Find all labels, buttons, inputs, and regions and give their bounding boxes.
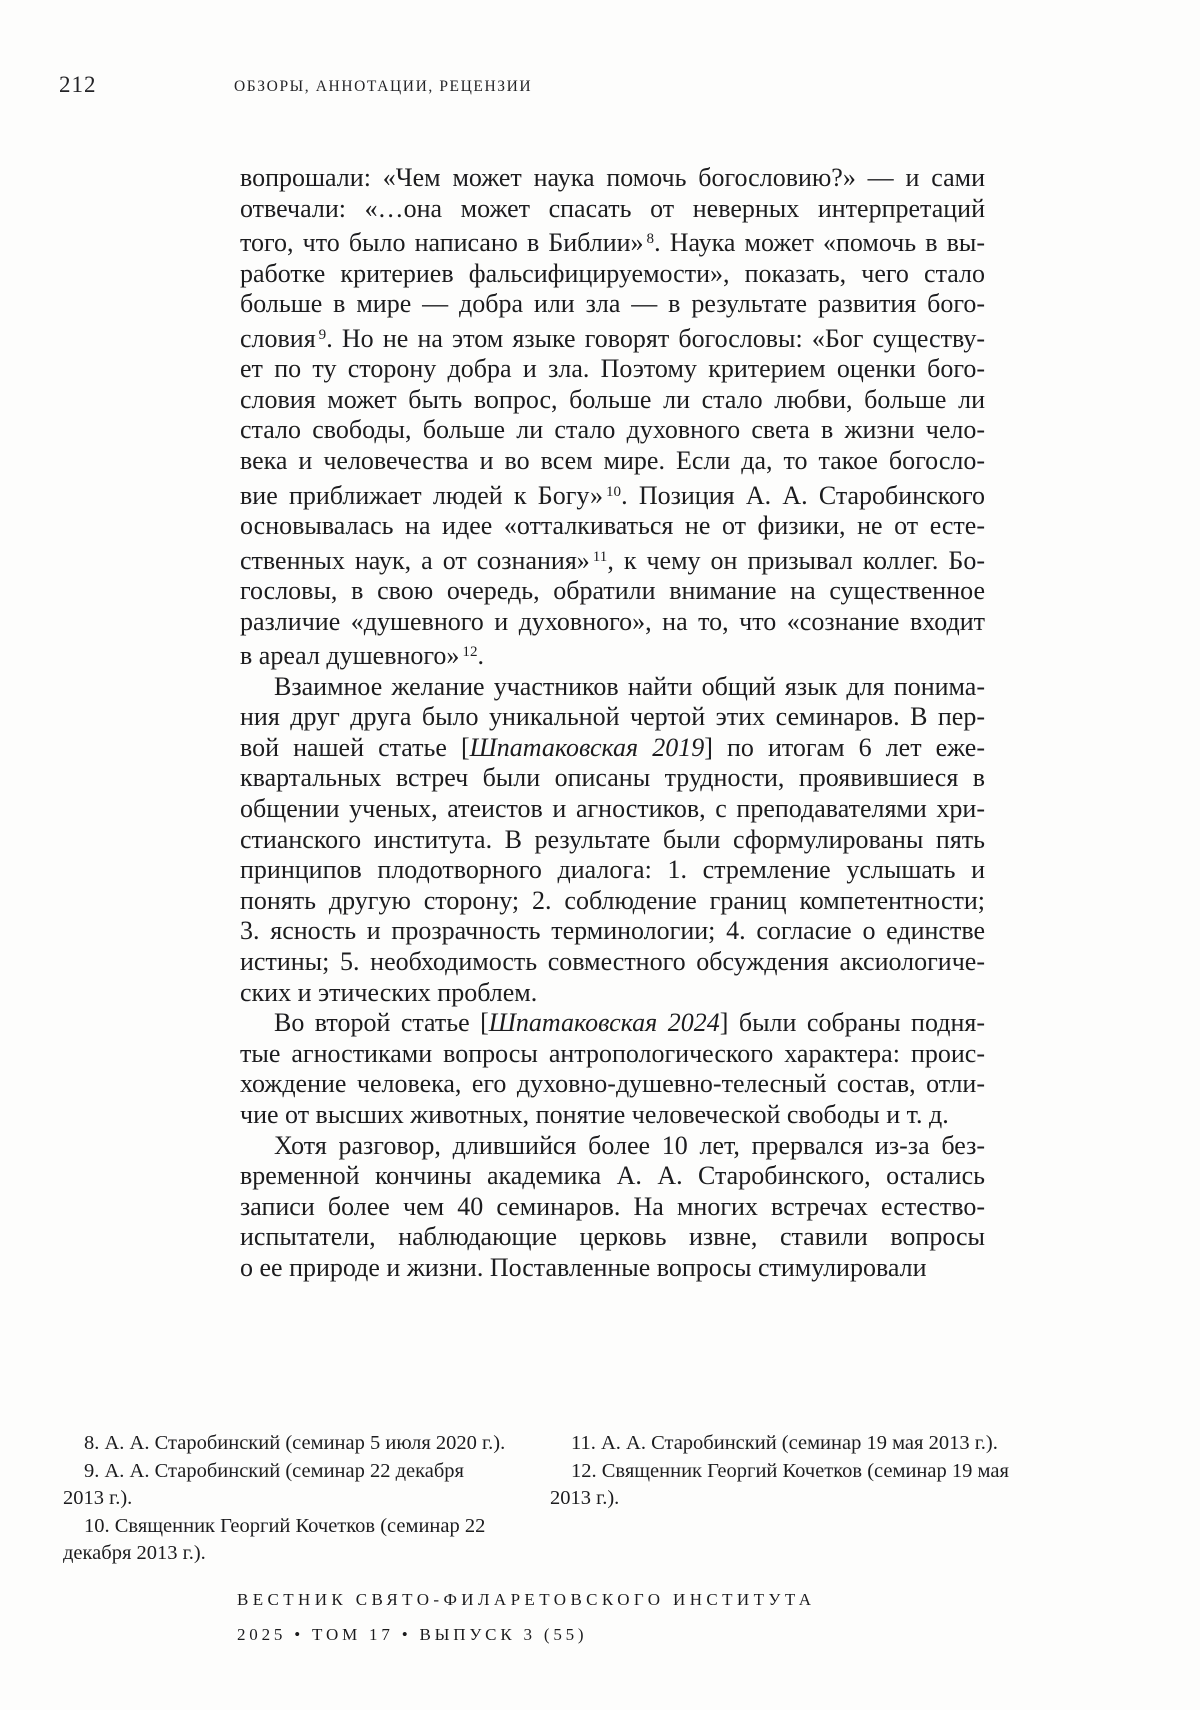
body-line: вой нашей статье [Шпатаковская 2019] по итогам 6 лет еже-	[240, 732, 985, 762]
footnotes-left	[63, 1430, 515, 1568]
body-line: словия $^9$. Но не на этом языке говорят богословы: «Бог существу-	[240, 323, 985, 353]
body-line: Хотя разговор, длившийся более 10 лет, прервался из-за без-	[274, 1130, 985, 1160]
footnote-reference: 8	[646, 231, 655, 248]
footnote-line: 2013 г.).	[550, 1487, 620, 1510]
body-line: истины; 5. необходимость совместного обсуждения аксиологиче-	[240, 946, 985, 976]
footnotes-right	[550, 1430, 1022, 1513]
body-line: Взаимное желание участников найти общий язык для понима-	[274, 671, 985, 701]
body-line: Во второй статье [Шпатаковская 2024] были собраны подня-	[274, 1008, 985, 1038]
running-head: ОБЗОРЫ, АННОТАЦИИ, РЕЦЕНЗИИ	[234, 78, 533, 95]
body-line: стианского института. В результате были сформулированы пять	[240, 824, 985, 854]
footnote-line: 12. Священник Георгий Кочетков (семинар 19 мая	[571, 1459, 1009, 1482]
body-line: 3. ясность и прозрачность терминологии; 4. согласие о единстве	[240, 916, 985, 946]
body-line: словия может быть вопрос, больше ли стало любви, больше ли	[240, 384, 985, 414]
footnote-line: 10. Священник Георгий Кочетков (семинар 22	[84, 1514, 486, 1537]
footnote-reference: 12	[462, 644, 478, 661]
body-line: испытатели, наблюдающие церковь извне, ставили вопросы	[240, 1222, 985, 1252]
body-line: отвечали: «…она может спасать от неверных интерпретаций	[240, 193, 985, 223]
footnote-line: 2013 г.).	[63, 1487, 133, 1510]
footnote-reference: 11	[592, 548, 608, 565]
footnote-line: 11. А. А. Старобинский (семинар 19 мая 2013 г.).	[571, 1432, 998, 1454]
body-line: о ее природе и жизни. Поставленные вопросы стимулировали	[240, 1252, 927, 1282]
body-line: ских и этических проблем.	[240, 977, 538, 1007]
body-line: ния друг друга было уникальной чертой этих семинаров. В пер-	[240, 702, 985, 732]
body-line: гословы, в свою очередь, обратили внимание на существенное	[240, 576, 985, 606]
body-line: чие от высших животных, понятие человеческой свободы и т. д.	[240, 1099, 949, 1129]
body-line: основывалась на идее «отталкиваться не от физики, не от есте-	[240, 511, 985, 541]
body-line: в ареал душевного» $^{12}$.	[240, 641, 484, 671]
body-line: больше в мире — добра или зла — в результате развития бого-	[240, 289, 985, 319]
footnote-line: 8. А. А. Старобинский (семинар 5 июля 2020 г.).	[84, 1432, 506, 1454]
body-line: квартальных встреч были описаны трудности, проявившиеся в	[240, 763, 985, 793]
footer-volume-issue: 2025 • ТОМ 17 • ВЫПУСК 3 (55)	[237, 1625, 588, 1644]
journal-footer	[237, 1590, 815, 1645]
body-line: общении ученых, атеистов и агностиков, с преподавателями хри-	[240, 794, 985, 824]
body-line: хождение человека, его духовно-душевно-телесный состав, отли-	[240, 1069, 985, 1099]
body-line: того, что было написано в Библии» $^8$. Наука может «помочь в вы-	[240, 228, 985, 258]
body-line: записи более чем 40 семинаров. На многих встречах естество-	[240, 1191, 985, 1221]
body-line: тые агностиками вопросы антропологического характера: проис-	[240, 1038, 985, 1068]
footnote-reference: 10	[606, 483, 622, 500]
footnote-reference: 9	[318, 326, 327, 343]
body-line: работке критериев фальсифицируемости», показать, чего стало	[240, 258, 985, 288]
body-line: ственных наук, а от сознания» $^{11}$, к чему он призывал коллег. Бо-	[240, 545, 985, 575]
body-line: различие «душевного и духовного», на то, что «сознание входит	[240, 606, 985, 636]
body-line: вопрошали: «Чем может наука помочь богословию?» — и сами	[240, 163, 985, 192]
footnote-line: декабря 2013 г.).	[63, 1542, 206, 1565]
body-line: принципов плодотворного диалога: 1. стремление услышать и	[240, 855, 985, 885]
body-line: временной кончины академика А. А. Старобинского, остались	[240, 1161, 985, 1191]
page-number: 212	[59, 72, 97, 97]
body-line: вие приближает людей к Богу» $^{10}$. Позиция А. А. Старобинского	[240, 480, 985, 510]
body-text	[240, 163, 985, 1284]
footer-journal-title: ВЕСТНИК СВЯТО-ФИЛАРЕТОВСКОГО ИНСТИТУТА	[237, 1590, 816, 1609]
body-line: века и человечества и во всем мире. Если да, то такое богосло-	[240, 446, 985, 475]
footnote-line: 9. А. А. Старобинский (семинар 22 декабря	[84, 1459, 464, 1482]
body-line: ет по ту сторону добра и зла. Поэтому критерием оценки бого-	[240, 354, 985, 384]
body-line: понять другую сторону; 2. соблюдение границ компетентности;	[240, 885, 985, 915]
body-line: стало свободы, больше ли стало духовного света в жизни чело-	[240, 415, 985, 445]
